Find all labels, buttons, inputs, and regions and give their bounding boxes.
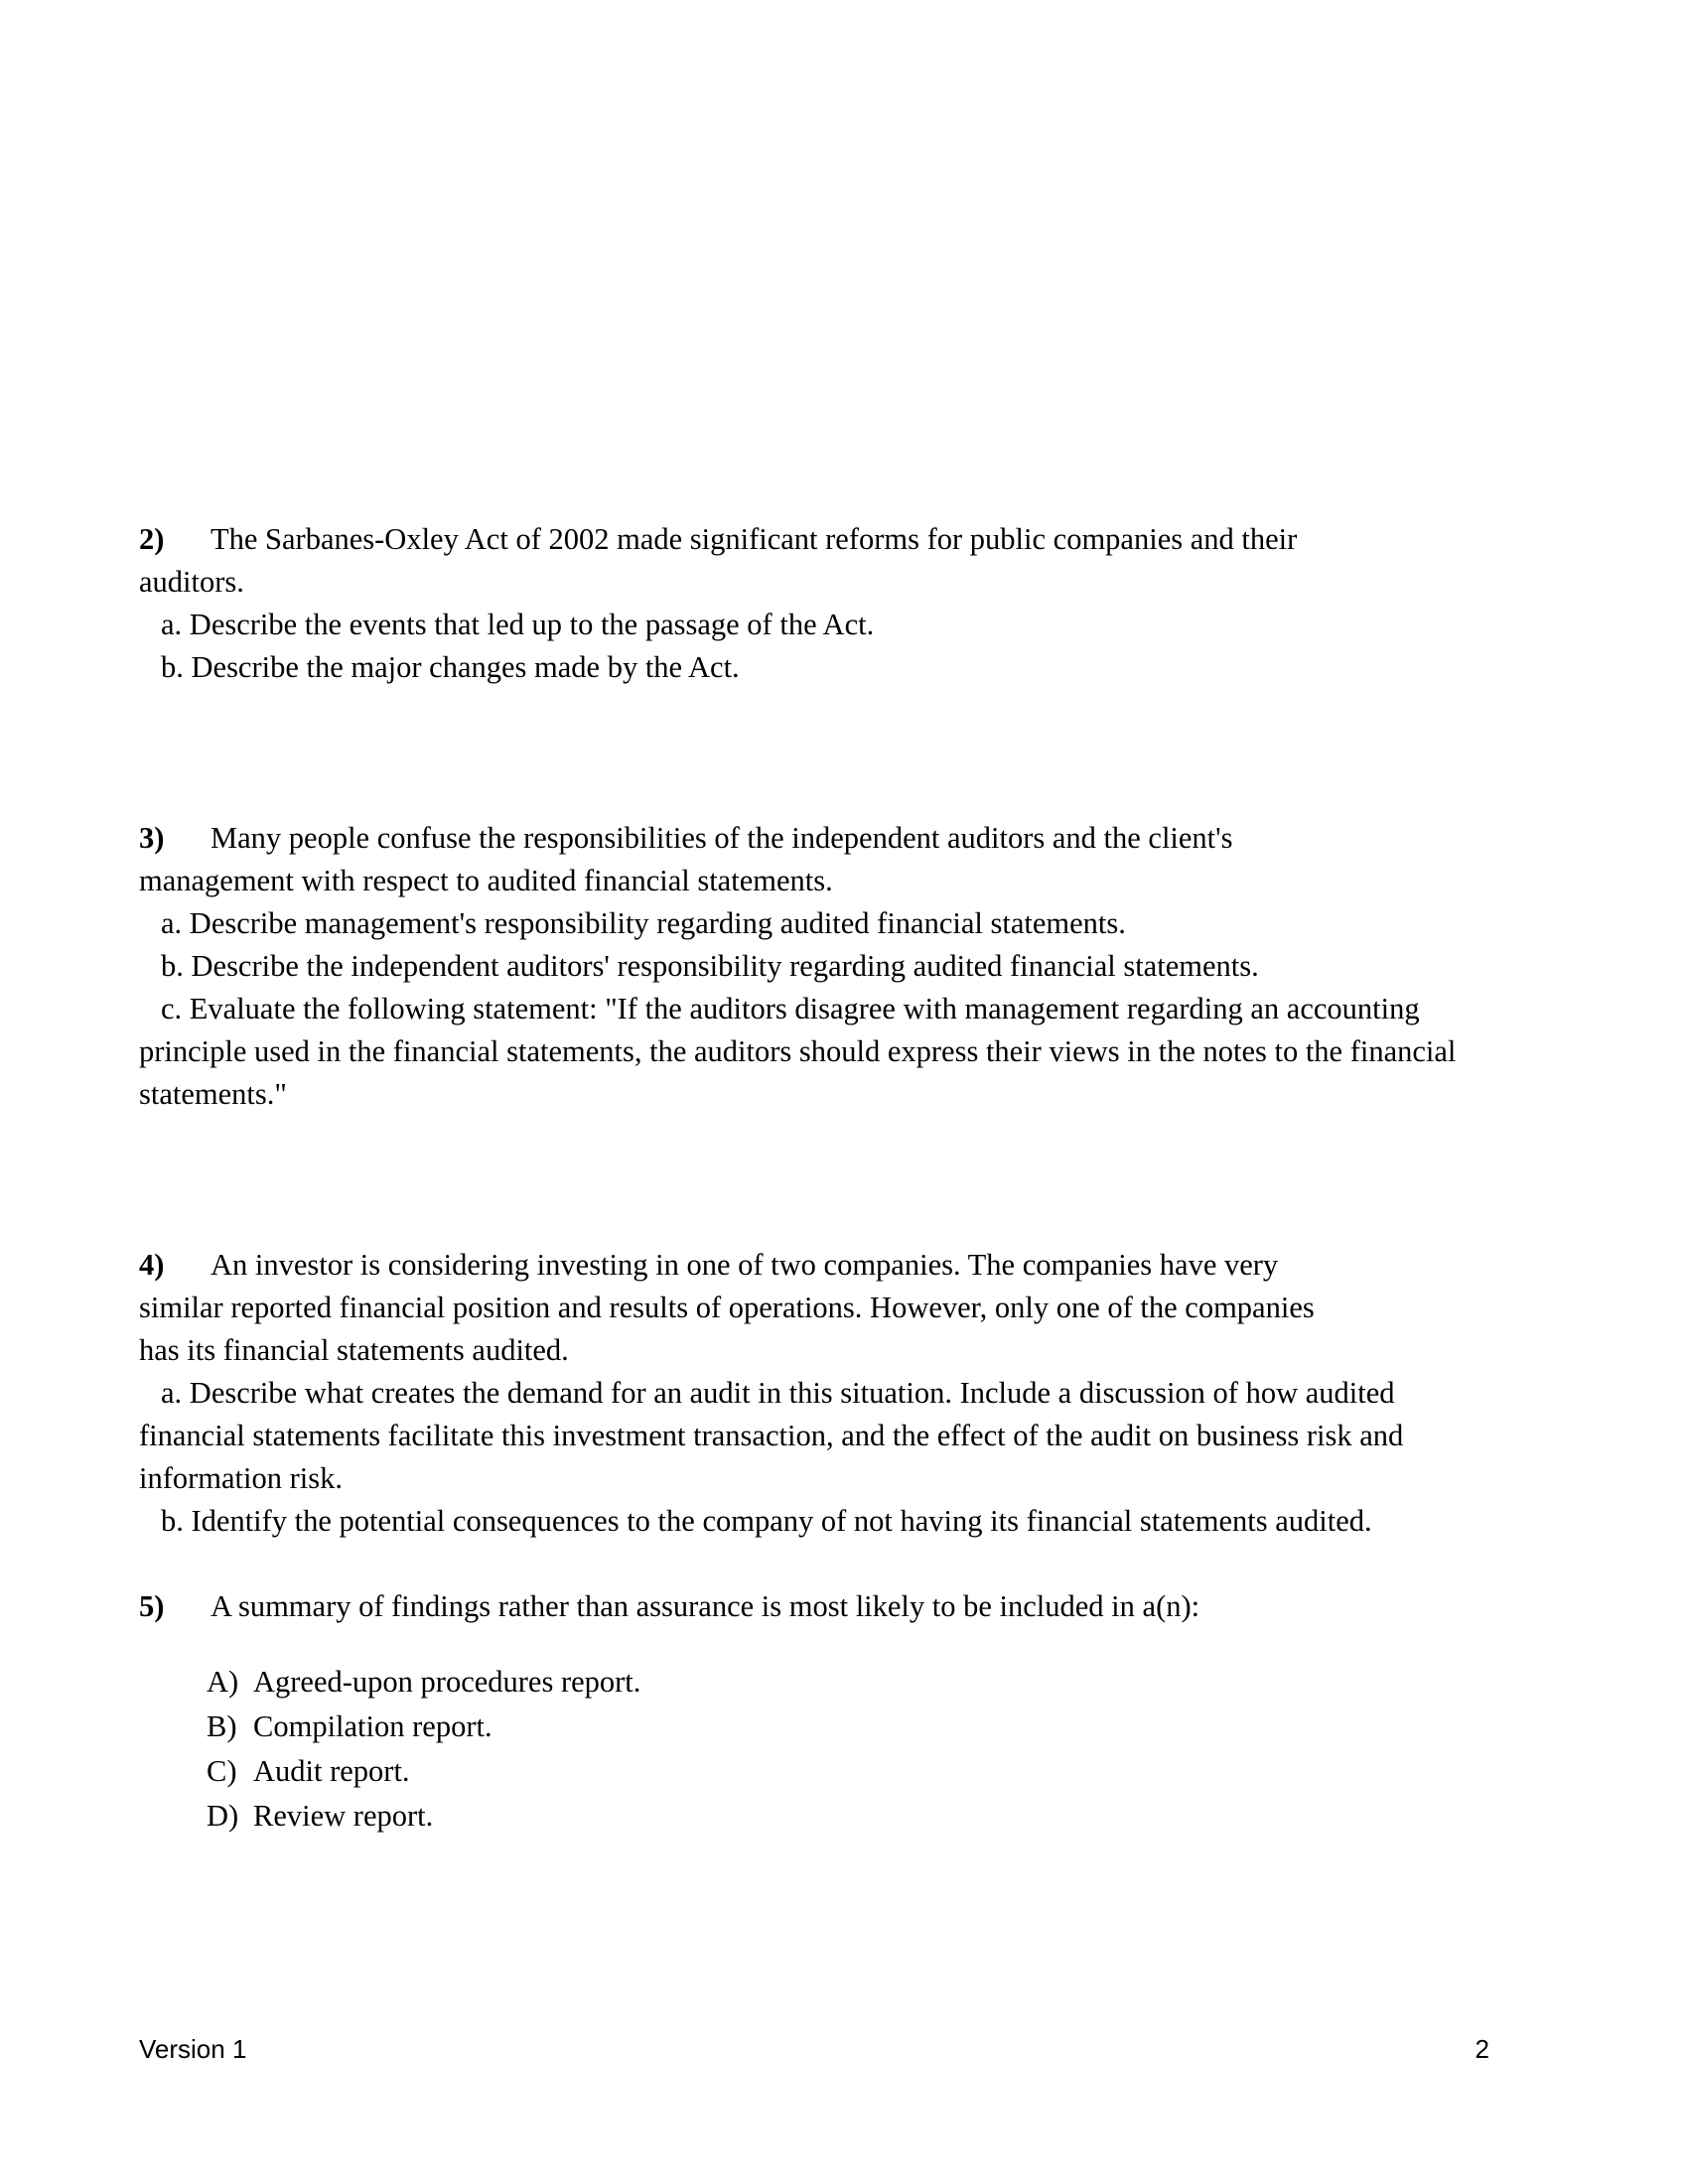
- block-spacer-2: [139, 1116, 1481, 1244]
- question-3-stem-line-2: management with respect to audited financial statements.: [139, 864, 833, 897]
- question-5-number: 5): [139, 1589, 165, 1623]
- question-block-5: [139, 1585, 1481, 1839]
- question-3-number: 3): [139, 821, 165, 855]
- question-3-sub-item-a: a. Describe management's responsibility regarding audited financial statements.: [161, 906, 1126, 940]
- block-spacer-3: [139, 1543, 1481, 1585]
- question-block-3: [139, 817, 1481, 1116]
- question-5-stem-text-1: A summary of findings rather than assurance is most likely to be included in a(n):: [211, 1589, 1200, 1623]
- question-2-sub-item-a: a. Describe the events that led up to the passage of the Act.: [161, 608, 875, 641]
- option-d-text: Review report.: [253, 1799, 434, 1833]
- question-2-number: 2): [139, 522, 165, 556]
- question-4-stem-text-1: An investor is considering investing in one of two companies. The companies have very: [211, 1248, 1279, 1282]
- question-4-stem-line-1: [139, 1244, 1481, 1287]
- question-3-sub-item-c: c. Evaluate the following statement: "If the auditors disagree with management regarding an accounting principle used in the financial statements, the auditors should express their views in the notes to the financial statements.": [139, 992, 1457, 1111]
- question-2-stem-line-2: auditors.: [139, 565, 244, 599]
- footer-version-label: Version 1: [139, 2033, 247, 2064]
- question-block-2: [139, 518, 1481, 689]
- option-c-text: Audit report.: [253, 1754, 410, 1788]
- mcq-spacer: [139, 1628, 1481, 1660]
- question-2-stem-text-1: The Sarbanes-Oxley Act of 2002 made significant reforms for public companies and their: [211, 522, 1298, 556]
- question-3-stem-text-1: Many people confuse the responsibilities of the independent auditors and the client's: [211, 821, 1233, 855]
- page-footer: [139, 2027, 1549, 2071]
- option-a-letter: A): [207, 1665, 239, 1699]
- question-5-options: [139, 1660, 1481, 1839]
- footer-page-number: 2: [1475, 2033, 1489, 2064]
- question-4-number: 4): [139, 1248, 165, 1282]
- question-5-stem-line-1: [139, 1585, 1481, 1628]
- question-block-4: [139, 1244, 1481, 1543]
- question-2-stem-line-1: [139, 518, 1481, 561]
- question-4-sub-item-a: a. Describe what creates the demand for an audit in this situation. Include a discussion of how audited financial statements facilitate this investment transaction, and the effect of the audit on business risk and information risk.: [139, 1376, 1404, 1495]
- option-c-letter: C): [207, 1754, 237, 1788]
- option-b-text: Compilation report.: [253, 1709, 492, 1743]
- question-3-sub-item-b: b. Describe the independent auditors' responsibility regarding audited financial statements.: [161, 949, 1259, 983]
- question-4-stem-line-3: has its financial statements audited.: [139, 1333, 569, 1367]
- document-body: [139, 518, 1481, 1839]
- option-d-letter: D): [207, 1799, 239, 1833]
- block-spacer-1: [139, 689, 1481, 817]
- question-4-stem-line-2: similar reported financial position and results of operations. However, only one of the companies: [139, 1291, 1315, 1324]
- option-a-text: Agreed-upon procedures report.: [253, 1665, 641, 1699]
- question-3-stem-line-1: [139, 817, 1481, 860]
- option-c[interactable]: [139, 1749, 1481, 1794]
- option-b-letter: B): [207, 1709, 237, 1743]
- option-a[interactable]: [139, 1660, 1481, 1705]
- option-b[interactable]: [139, 1705, 1481, 1749]
- question-2-sub-item-b: b. Describe the major changes made by the Act.: [161, 650, 740, 684]
- option-d[interactable]: [139, 1794, 1481, 1839]
- question-4-sub-item-b: b. Identify the potential consequences to the company of not having its financial statements audited.: [161, 1504, 1372, 1538]
